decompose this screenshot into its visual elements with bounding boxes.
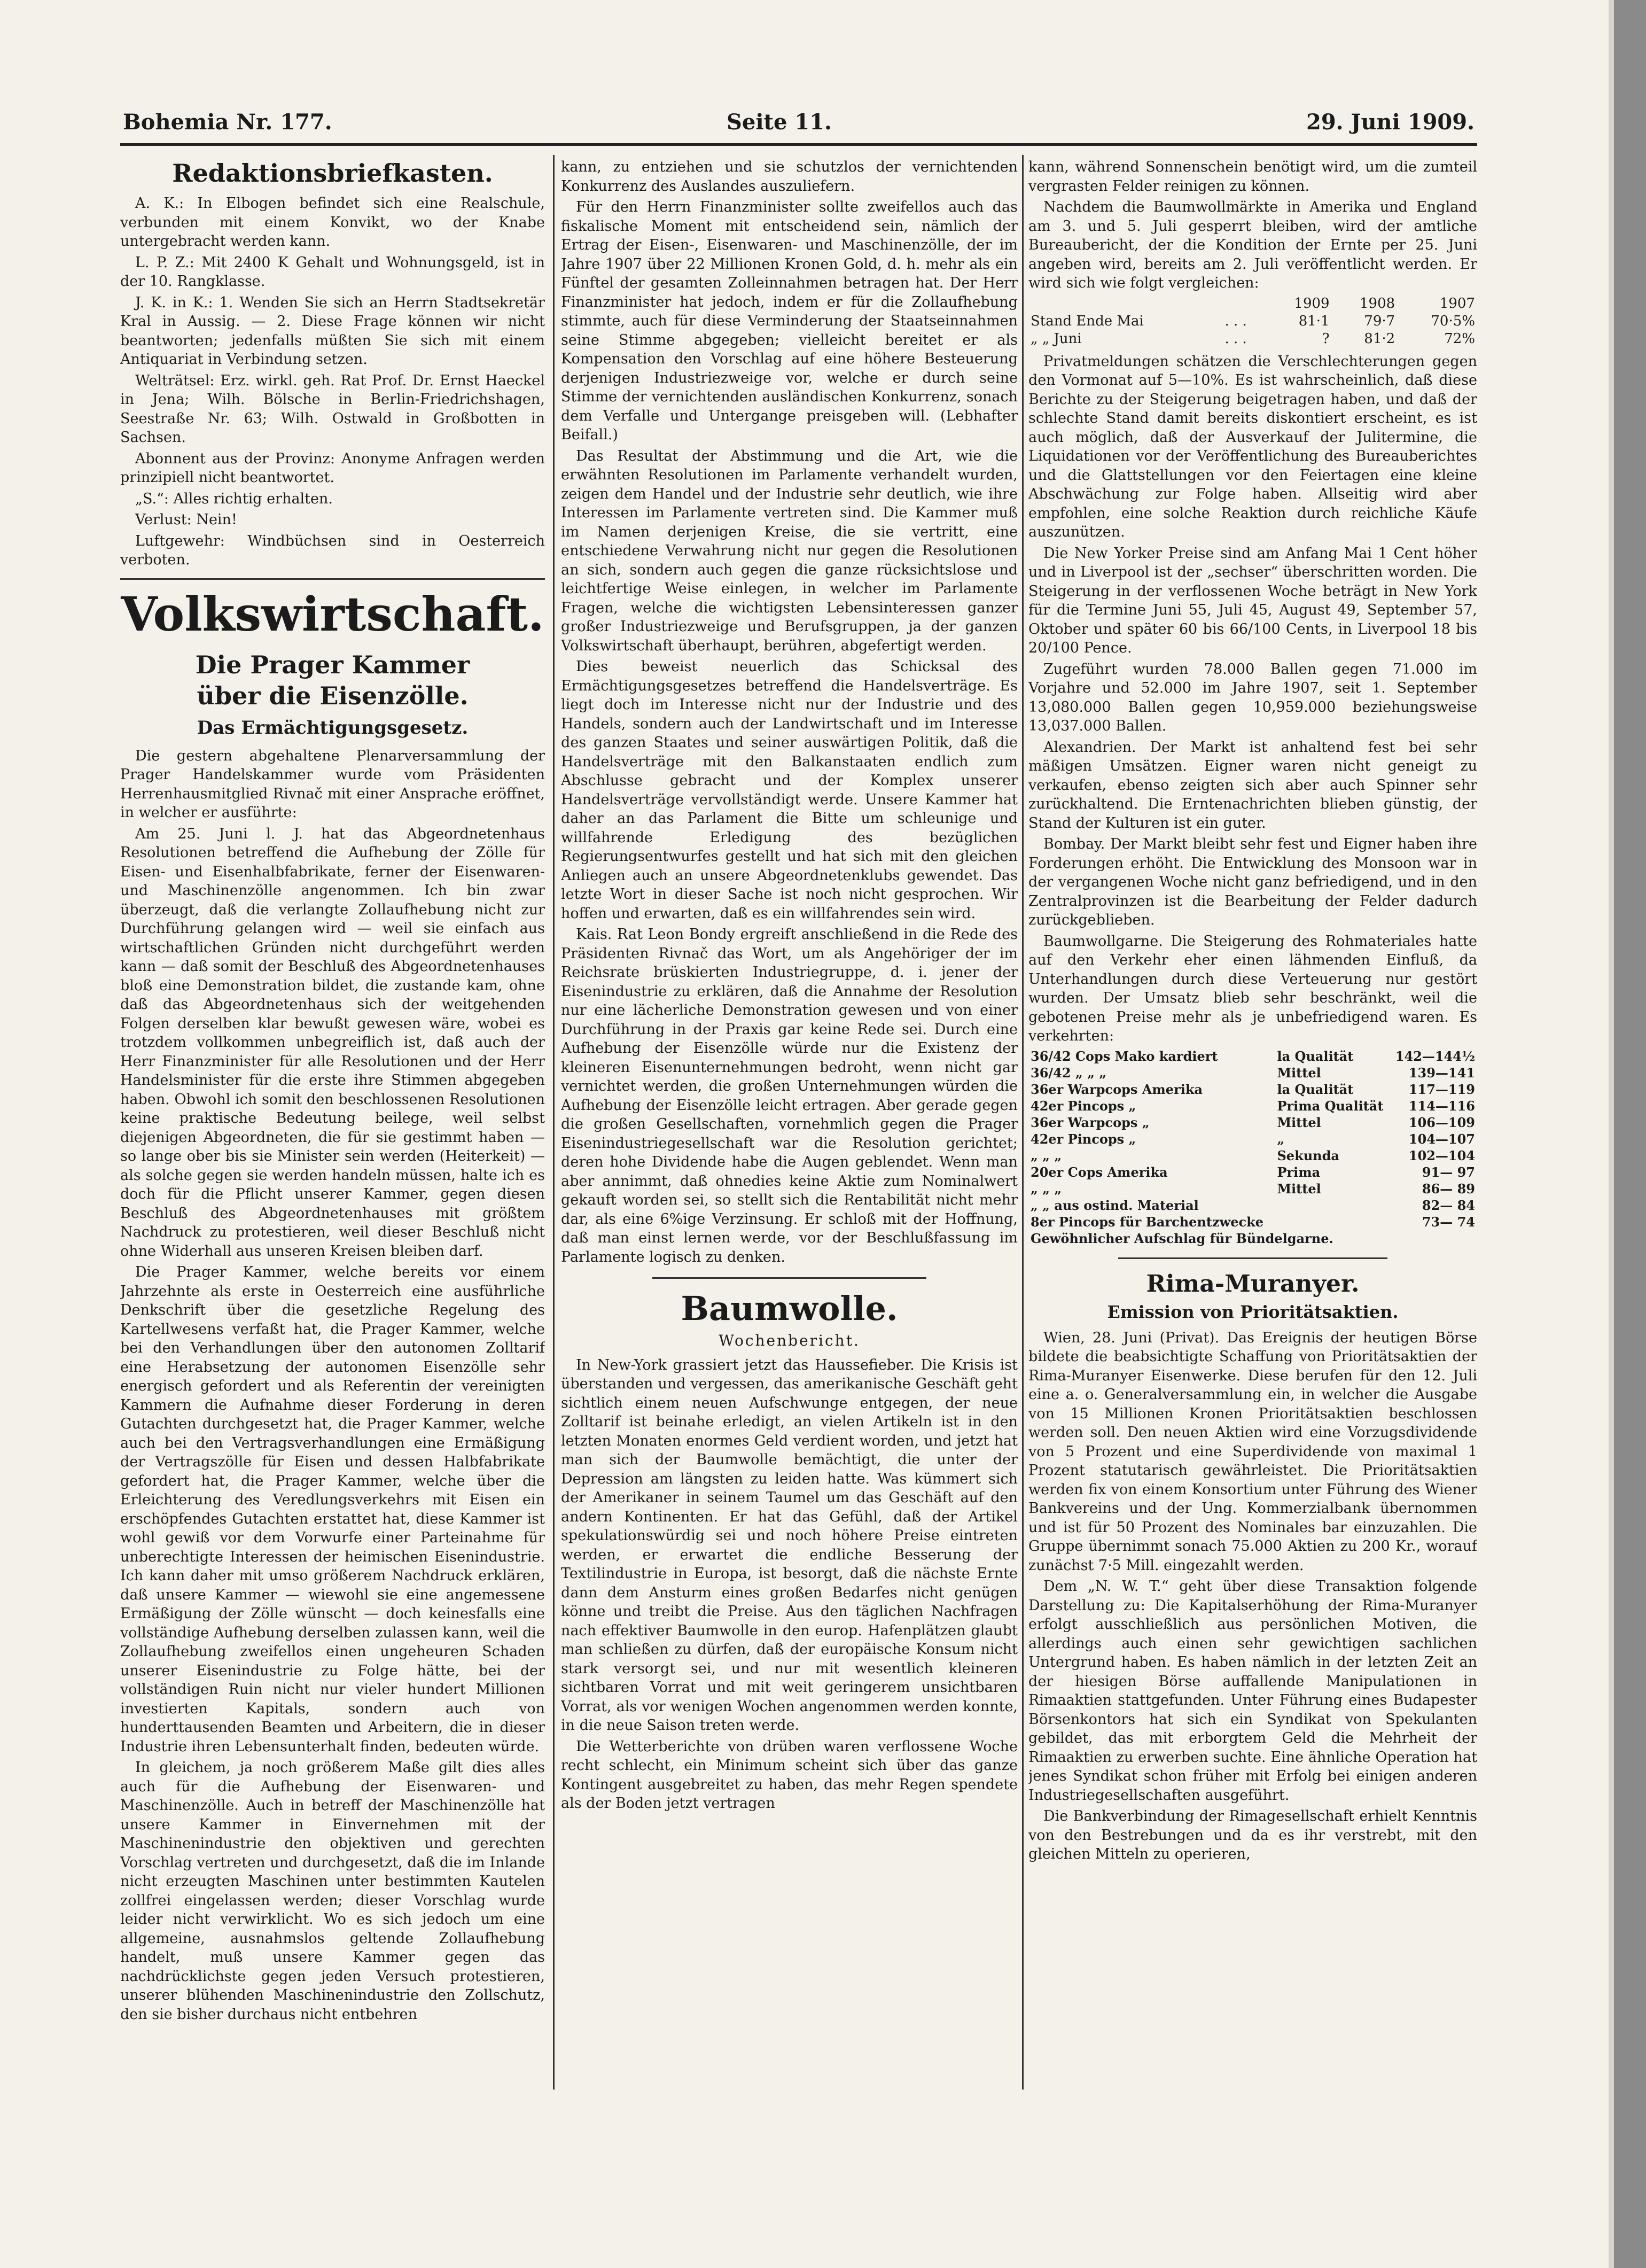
column-1 (120, 158, 545, 2092)
baumwolle-heading: Baumwolle. (681, 1289, 898, 1328)
table-cell: 1909 (1294, 295, 1330, 312)
table-row (1028, 1147, 1477, 1164)
table-cell: 81·2 (1364, 330, 1395, 347)
table-cell: 117—119 (1408, 1081, 1475, 1097)
article-paragraph: Für den Herrn Finanzminister sollte zweifellos auch das fiskalische Moment mit entscheidend sein, nämlich der Ertrag der Eisen-, Eisenwaren- und Maschinenzölle, der im Jahre 1907 über 22 Millionen Kronen Gold, d. h. mehr als ein Fünftel der gesamten Zolleinnahmen betragen hat. Der Herr Finanzminister hat jedoch, indem er für die Zollaufhebung stimmte, auch für diese Verminderung der Staatseinnahmen seine Stimme abgegeben; vielleicht bereitet er als Kompensation den Vorschlag auf eine höhere Besteuerung derjenigen Industriezweige vor, welche er durch seine Stimme der vernichtenden ausländischen Konkurrenz, sonach dem Verfalle und Untergange preisgeben will. (Lebhafter Beifall.) (561, 199, 1018, 443)
table-row (1028, 1214, 1477, 1230)
article-paragraph: Die New Yorker Preise sind am Anfang Mai 1 Cent höher und in Liverpool ist der „sechser“ überschritten worden. Die Steigerung in der verflossenen Woche beträgt in New York für die Termine Juni 55, Juli 45, August 49, September 57, Oktober und später 60 bis 66/100 Cents, in Liverpool 18 bis 20/100 Pence. (1028, 545, 1477, 656)
scan-border (1614, 0, 1646, 2268)
volkswirtschaft-heading: Volkswirtschaft. (121, 586, 544, 642)
table-cell: Mittel (1277, 1180, 1321, 1197)
article-paragraph: Die Prager Kammer, welche bereits vor einem Jahrzehnte als erste in Oesterreich eine ausführliche Denkschrift über die gesetzliche Regelung des Kartellwesens verfaßt hat, die Prager Kammer, welche bei den Verhandlungen über den autonomen Zolltarif eine Herabsetzung der autonomen Eisenzölle sehr energisch gefordert und als Referentin der vereinigten Kammern die Aufnahme dieser Forderung in deren Gutachten durchgesetzt hat, die Prager Kammer, welche auch bei den Vertragsverhandlungen eine Ermäßigung der Vertragszölle für Eisen und dessen Halbfabrikate gefordert hat, die Prager Kammer, welche über die Erleichterung des Veredlungsverkehrs mit Eisen ein erschöpfendes Gutachten erstattet hat, diese Kammer ist wohl gewiß vor dem Vorwurfe einer Parteinahme für unberechtigte Interessen der heimischen Eisenindustrie. Ich kann daher mit umso größerem Nachdruck erklären, daß unsere Kammer — wiewohl sie eine angemessene Ermäßigung der Zölle wünscht — doch keinesfalls eine vollständige Aufhebung derselben zulassen kann, weil die Zollaufhebung zweifellos einen ungeheuren Schaden unserer Eisenindustrie zu Folge hätte, bei der vollständigen Ruin nicht nur vieler hundert Millionen investierten Kapitals, sondern auch von hunderttausenden Beamten und Arbeitern, die in dieser Industrie ihren Lebensunterhalt finden, bedeuten würde. (120, 1264, 545, 1755)
table-cell: 42er Pincops „ (1031, 1098, 1136, 1114)
table-cell: Mittel (1277, 1065, 1321, 1081)
article-paragraph: Die Bankverbindung der Rimagesellschaft erhielt Kenntnis von den Bestrebungen und da es ihr verstrebt, mit den gleichen Mitteln zu operieren, (1028, 1808, 1477, 1862)
article-title-line-1: Die Prager Kammer (195, 650, 470, 679)
table-cell: 86— 89 (1422, 1180, 1475, 1197)
table-cell: 79·7 (1364, 313, 1395, 329)
article-paragraph: kann, zu entziehen und sie schutzlos der vernichtenden Konkurrenz des Auslandes auszuliefern. (561, 159, 1018, 195)
table-cell: . . . (1224, 313, 1247, 329)
article-paragraph: Die Wetterberichte von drüben waren verflossene Woche recht schlecht, ein Minimum scheint sich über das ganze Kontingent ausgebreitet zu haben, das mehr Regen spendete als der Boden jetzt vertragen (561, 1738, 1018, 1812)
rima-subheading: Emission von Prioritätsaktien. (1107, 1301, 1399, 1322)
redaktion-item: Welträtsel: Erz. wirkl. geh. Rat Prof. Dr. Ernst Haeckel in Jena; Wilh. Bölsche in Berlin-Friedrichshagen, Seestraße Nr. 63; Wilh. Ostwald in Großbotten in Sachsen. (120, 372, 545, 446)
table-header-row (1028, 295, 1477, 313)
table-row (1028, 1197, 1477, 1214)
page-edge-shadow (1609, 0, 1614, 2268)
table-cell: „ „ aus ostind. Material (1031, 1197, 1199, 1213)
table-cell (1275, 1197, 1390, 1214)
section-divider (652, 1277, 926, 1279)
table-cell: Mittel (1277, 1114, 1321, 1130)
redaktion-item: L. P. Z.: Mit 2400 K Gehalt und Wohnungsgeld, ist in der 10. Rangklasse. (120, 254, 545, 290)
yarn-price-table (1028, 1048, 1477, 1247)
table-cell: 106—109 (1408, 1114, 1475, 1130)
table-cell (1028, 295, 1222, 313)
table-row (1028, 1131, 1477, 1147)
table-row (1028, 1180, 1477, 1197)
article-subtitle: Das Ermächtigungsgesetz. (197, 717, 469, 739)
redaktion-item: A. K.: In Elbogen befindet sich eine Realschule, verbunden mit einem Konvikt, wo der Knabe untergebracht werden kann. (120, 195, 545, 250)
table-cell: 72% (1444, 330, 1475, 347)
table-cell: 1907 (1439, 295, 1475, 312)
table-row (1028, 1065, 1477, 1081)
article-paragraph: Die gestern abgehaltene Plenarversammlung der Prager Handelskammer wurde vom Präsidenten Herrenhausmitglied Rivnač mit einer Ansprache eröffnet, in welcher er ausführte: (120, 747, 545, 821)
column-rule-2 (1022, 155, 1024, 2090)
table-cell: 82— 84 (1422, 1197, 1475, 1213)
column-rule-1 (553, 155, 555, 2090)
table-cell: 20er Cops Amerika (1031, 1164, 1168, 1180)
table-cell: . . . (1224, 330, 1247, 347)
table-cell: 81·1 (1298, 313, 1330, 329)
redaktion-item: Verlust: Nein! (135, 511, 237, 528)
table-cell: 1908 (1360, 295, 1395, 312)
table-row (1028, 1114, 1477, 1131)
article-paragraph: Das Resultat der Abstimmung und die Art, wie die erwähnten Resolutionen im Parlamente verhandelt wurden, zeigen dem Handel und der Industrie sehr deutlich, wie ihre Interessen im Parlamente vertreten sind. Die Kammer muß im Namen derjenigen Kreise, die sie vertritt, eine entschiedene Verwahrung nicht nur gegen die Resolutionen an sich, sondern auch gegen die ganze rücksichtslose und leichtfertige Weise einlegen, in welcher im Parlamente Fragen, welche die wichtigsten Lebensinteressen ganzer großer Industriezweige und Berufsgruppen, ja der ganzen Volkswirtschaft überhaupt, berühren, abgefertigt werden. (561, 447, 1018, 654)
table-note: Gewöhnlicher Aufschlag für Bündelgarne. (1031, 1230, 1333, 1246)
article-paragraph: In New-York grassiert jetzt das Haussefieber. Die Krisis ist überstanden und vergessen, das amerikanische Geschäft geht sichtlich einem neuen Aufschwunge entgegen, der neue Zolltarif ist beinahe erledigt, an vielen Artikeln ist in den letzten Monaten enormes Geld verdient worden, und jetzt hat man sich der Baumwolle bemächtigt, die unter der Depression am längsten zu leiden hatte. Was kümmert sich der Amerikaner in seinem Taumel um das Geschäft auf den andern Kontinenten. Er hat das Gefühl, daß der Artikel spekulationswürdig sei und noch höhere Preise eintreten werden, er erwartet die endliche Besserung der Textilindustrie in Europa, ist besorgt, daß die nächste Ernte dann dem Ansturm eines großen Bedarfes nicht genügen könne und treibt die Preise. Aus den täglichen Nachfragen nach effektiver Baumwolle in den europ. Hafenplätzen glaubt man schließen zu dürfen, daß der europäische Konsum nicht stark versorgt sei, und nur mit wesentlich kleineren sichtbaren Vorrat und mit weit geringerem unsichtbaren Vorrat, als vor wenigen Wochen angenommen werden konnte, in die neue Saison treten werde. (561, 1356, 1018, 1734)
table-cell: 104—107 (1408, 1131, 1475, 1147)
header-date: 29. Juni 1909. (1306, 110, 1475, 135)
article-paragraph: Am 25. Juni l. J. hat das Abgeordnetenhaus Resolutionen betreffend die Aufhebung der Zölle für Eisen- und Eisenhalbfabrikate, ferner der Eisenwaren- und Maschinenzölle angenommen. Ich bin zwar überzeugt, daß die verlangte Zollaufhebung nicht zur Durchführung gelangen wird — weil sie einfach aus wirtschaftlichen Gründen nicht durchgeführt werden kann — daß somit der Beschluß des Abgeordnetenhauses bloß eine Demonstration bildet, die zustande kam, ohne daß das Abgeordnetenhaus sich der weitgehenden Folgen derselben klar bewußt gewesen wäre, wobei es trotzdem vollkommen unbegreiflich ist, daß auch der Herr Finanzminister für alle Resolutionen und der Herr Handelsminister für die erste ihre Stimmen abgegeben haben. Obwohl ich somit den beschlossenen Resolutionen keine praktische Bedeutung beilege, weil selbst diejenigen Abgeordneten, die für sie gestimmt haben — so lange ober bis sie Minister sein werden (Heiterkeit) — als solche gegen sie werden handeln müssen, halte ich es doch für die Pflicht unserer Kammer, gegen diesen Beschluß des Abgeordnetenhauses mit größtem Nachdruck zu protestieren, weil dieser Beschluß nicht ohne Widerhall aus unseren Kreisen bleiben darf. (120, 825, 545, 1260)
table-cell: „ „ Juni (1031, 330, 1082, 347)
table-cell: 142—144½ (1395, 1048, 1475, 1064)
table-cell: la Qualität (1277, 1048, 1354, 1064)
table-cell: 36/42 Cops Mako kardiert (1031, 1048, 1218, 1064)
table-cell: „ „ „ (1031, 1180, 1062, 1197)
table-row (1028, 1164, 1477, 1180)
table-cell: 73— 74 (1422, 1214, 1475, 1230)
page-header (123, 110, 1475, 142)
article-paragraph: Bombay. Der Markt bleibt sehr fest und Eigner haben ihre Forderungen erhöht. Die Entwicklung des Monsoon war in der vergangenen Woche nicht ganz befriedigend, und in den Zentralprovinzen ist die Bearbeitung der Felder dadurch zurückgeblieben. (1028, 836, 1477, 928)
table-cell: 91— 97 (1422, 1164, 1475, 1180)
article-paragraph: Alexandrien. Der Markt ist anhaltend fest bei sehr mäßigen Umsätzen. Eigner waren nicht geneigt zu verkaufen, ebenso zeigten sich aber auch Spinner sehr zurückhaltend. Die Erntenachrichten blieben günstig, der Stand der Kulturen ist ein guter. (1028, 739, 1477, 832)
wochenbericht-subheading: Wochenbericht. (719, 1332, 860, 1349)
table-cell: Prima (1277, 1164, 1321, 1180)
rima-heading: Rima-Muranyer. (1146, 1270, 1360, 1298)
article-paragraph: Zugeführt wurden 78.000 Ballen gegen 71.000 im Vorjahre und 52.000 im Jahre 1907, seit 1. September 13,080.000 Ballen gegen 10,959.000 beziehungsweise 13,037.000 Ballen. (1028, 661, 1477, 734)
table-cell: 36er Warpcops Amerika (1031, 1081, 1203, 1097)
table-cell: Stand Ende Mai (1031, 313, 1144, 329)
section-divider (120, 578, 545, 580)
table-cell: Sekunda (1277, 1147, 1339, 1163)
section-divider (1118, 1257, 1387, 1259)
table-row (1028, 1081, 1477, 1098)
table-cell: „ „ „ (1031, 1147, 1062, 1163)
table-row (1028, 1048, 1477, 1065)
table-cell (1222, 295, 1266, 313)
redaktion-heading: Redaktionsbriefkasten. (172, 159, 493, 188)
column-2 (561, 158, 1018, 2092)
table-cell: 36er Warpcops „ (1031, 1114, 1150, 1130)
article-paragraph: In gleichem, ja noch größerem Maße gilt dies alles auch für die Aufhebung der Eisenwaren- und Maschinenzölle. Auch in betreff der Maschinenzölle hat unsere Kammer in Einvernehmen mit der Maschinenindustrie den objektiven und gerechten Vorschlag vertreten und durchgesetzt, daß die im Inlande nicht erzeugten Maschinen unter bestimmten Kautelen zollfrei eingelassen werden; dieser Vorschlag wurde leider nicht verwirklicht. Wo es sich jedoch um eine allgemeine, ausnahmslos geltende Zollaufhebung handelt, muß unsere Kammer gegen das nachdrücklichste gegen jeden Versuch protestieren, unserer blühenden Maschinenindustrie den Zollschutz, den sie bisher durchaus nicht entbehren (120, 1759, 545, 2023)
article-paragraph: Wien, 28. Juni (Privat). Das Ereignis der heutigen Börse bildete die beabsichtigte Schaffung von Prioritätsaktien der Rima-Muranyer Eisenwerke. Diese berufen für den 12. Juli eine a. o. Generalversammlung ein, in welcher die Ausgabe von 15 Millionen Kronen Prioritätsaktien beschlossen werden soll. Den neuen Aktien wird eine Vorzugsdividende von 5 Prozent und eine Superdividende von maximal 1 Prozent statutarisch gewährleistet. Die Prioritätsaktien werden fix von einem Konsortium unter Führung des Wiener Bankvereins und der Ung. Kommerzialbank übernommen und ist für 50 Prozent des Nominales bar einzuzahlen. Die Gruppe übernimmt sonach 75.000 Aktien zu 200 Kr., worauf zunächst 7·5 Mill. eingezahlt werden. (1028, 1329, 1477, 1574)
table-cell: 36/42 „ „ „ (1031, 1065, 1107, 1081)
table-cell: 114—116 (1408, 1098, 1475, 1114)
table-cell: „ (1277, 1131, 1285, 1147)
redaktion-item: Abonnent aus der Provinz: Anonyme Anfragen werden prinzipiell nicht beantwortet. (120, 450, 545, 486)
article-paragraph: kann, während Sonnenschein benötigt wird, um die zumteil vergrasten Felder reinigen zu können. (1028, 159, 1477, 195)
table-row (1028, 1098, 1477, 1114)
table-row (1028, 330, 1477, 348)
article-paragraph: Dem „N. W. T.“ geht über diese Transaktion folgende Darstellung zu: Die Kapitalserhöhung der Rima-Muranyer erfolgt ausschließlich aus persönlichen Motiven, die allerdings auch einen sehr gewichtigen sachlichen Untergrund haben. Es haben nämlich in der letzten Zeit an der hiesigen Börse auffallende Manipulationen in Rimaaktien stattgefunden. Unter Führung eines Budapester Börsenkontors hat sich ein Syndikat von Spekulanten gebildet, das mit erborgtem Geld die Mehrheit der Rimaaktien zu erwerben suchte. Eine ähnliche Operation hat jenes Syndikat schon früher mit Erfolg bei einigen anderen Industriegesellschaften ausgeführt. (1028, 1578, 1477, 1804)
redaktion-item: Luftgewehr: Windbüchsen sind in Oesterreich verboten. (120, 532, 545, 568)
header-rule (120, 143, 1477, 146)
table-cell: 42er Pincops „ (1031, 1131, 1136, 1147)
article-title-line-2: über die Eisenzölle. (197, 681, 469, 710)
table-cell: Prima Qualität (1277, 1098, 1384, 1114)
redaktion-item: „S.“: Alles richtig erhalten. (135, 490, 333, 507)
header-issue: Bohemia Nr. 177. (123, 110, 332, 135)
table-cell: ? (1322, 330, 1330, 347)
redaktion-list (120, 194, 545, 570)
article-paragraph: Kais. Rat Leon Bondy ergreift anschließend in die Rede des Präsidenten Rivnač das Wort, um als Angehöriger der im Reichsrate brüskierten Industriegruppe, d. i. jener der Eisenindustrie zu erklären, daß die Annahme der Resolution nur eine lächerliche Demonstration gewesen und von einer Durchführung in der Praxis gar keine Rede sei. Durch eine Aufhebung der Eisenzölle würde nur die Existenz der kleineren Eisenunternehmungen bedroht, wenn nicht gar vernichtet werden, die großen Unternehmungen würden die Aufhebung der Eisenzölle leicht ertragen. Aber gerade gegen die großen Gesellschaften, vornehmlich gegen die Prager Eisenindustriegesellschaft war die Resolution gerichtet; deren hohe Dividende habe die Augen geblendet. Wenn man aber annimmt, daß ohnedies keine Aktie zum Nominalwert gekauft worden sei, so stellt sich die Rentabilität nicht mehr dar, als eine 6%ige Verzinsung. Er schloß mit der Hoffnung, daß man einst lernen werde, vor der Beschlußfassung im Parlamente logisch zu denken. (561, 926, 1018, 1265)
header-page-number: Seite 11. (727, 110, 832, 135)
article-paragraph: Privatmeldungen schätzen die Verschlechterungen gegen den Vormonat auf 5—10%. Es ist wahrscheinlich, daß diese Berichte zu der Steigerung beigetragen haben, und daß der schlechte Stand damit bereits diskontiert erscheint, es ist auch möglich, daß der Ausverkauf der Julitermine, die Liquidationen vor der Veröffentlichung des Bureauberichtes und die Glattstellungen vor den Feiertagen eine kleine Abschwächung zur Folge haben. Allseitig wird aber empfohlen, eine solche Reaktion durch reichliche Käufe auszunützen. (1028, 353, 1477, 540)
table-note-row (1028, 1230, 1477, 1247)
table-cell: 8er Pincops für Barchentzwecke (1031, 1214, 1264, 1230)
table-cell: 102—104 (1408, 1147, 1475, 1163)
crop-condition-table (1028, 295, 1477, 348)
table-cell (1275, 1214, 1390, 1230)
article-paragraph: Nachdem die Baumwollmärkte in Amerika und England am 3. und 5. Juli gesperrt bleiben, wird der amtliche Bureaubericht, der die Kondition der Ernte per 25. Juni angeben wird, bereits am 2. Juli veröffentlicht werden. Er wird sich wie folgt vergleichen: (1028, 199, 1477, 291)
article-paragraph: Baumwollgarne. Die Steigerung des Rohmateriales hatte auf den Verkehr eher einen lähmenden Einfluß, da Unterhandlungen durch diese Verteuerung nur gestört wurden. Der Umsatz blieb sehr beschränkt, weil die gebotenen Preise mehr als je unbefriedigend waren. Es verkehrten: (1028, 933, 1477, 1044)
redaktion-item: J. K. in K.: 1. Wenden Sie sich an Herrn Stadtsekretär Kral in Aussig. — 2. Diese Frage können wir nicht beantworten; jedenfalls müßten Sie sich mit einem Antiquariat in Verbindung setzen. (120, 294, 545, 368)
table-cell: 70·5% (1431, 313, 1475, 329)
table-cell: 139—141 (1408, 1065, 1475, 1081)
article-paragraph: Dies beweist neuerlich das Schicksal des Ermächtigungsgesetzes betreffend die Handelsverträge. Es liegt doch im Interesse nicht nur der Industrie und des Handels, sondern auch der Landwirtschaft und im Interesse des ganzen Staates und seiner auswärtigen Politik, daß die Handelsverträge mit den Balkanstaaten endlich zum Abschlusse gebracht und der Komplex unserer Handelsverträge vervollständigt werde. Unsere Kammer hat daher an das Parlament die Bitte um schleunige und willfahrende Erledigung des bezüglichen Regierungsentwurfes gestellt und hat sich mit den gleichen Anliegen auch an unsere Abgeordnetenklubs gewendet. Das letzte Wort in dieser Sache ist noch nicht gesprochen. Wir hoffen und erwarten, daß es ein willfahrendes sein wird. (561, 658, 1018, 922)
table-cell: la Qualität (1277, 1081, 1354, 1097)
table-row (1028, 313, 1477, 330)
column-3 (1028, 158, 1477, 2092)
